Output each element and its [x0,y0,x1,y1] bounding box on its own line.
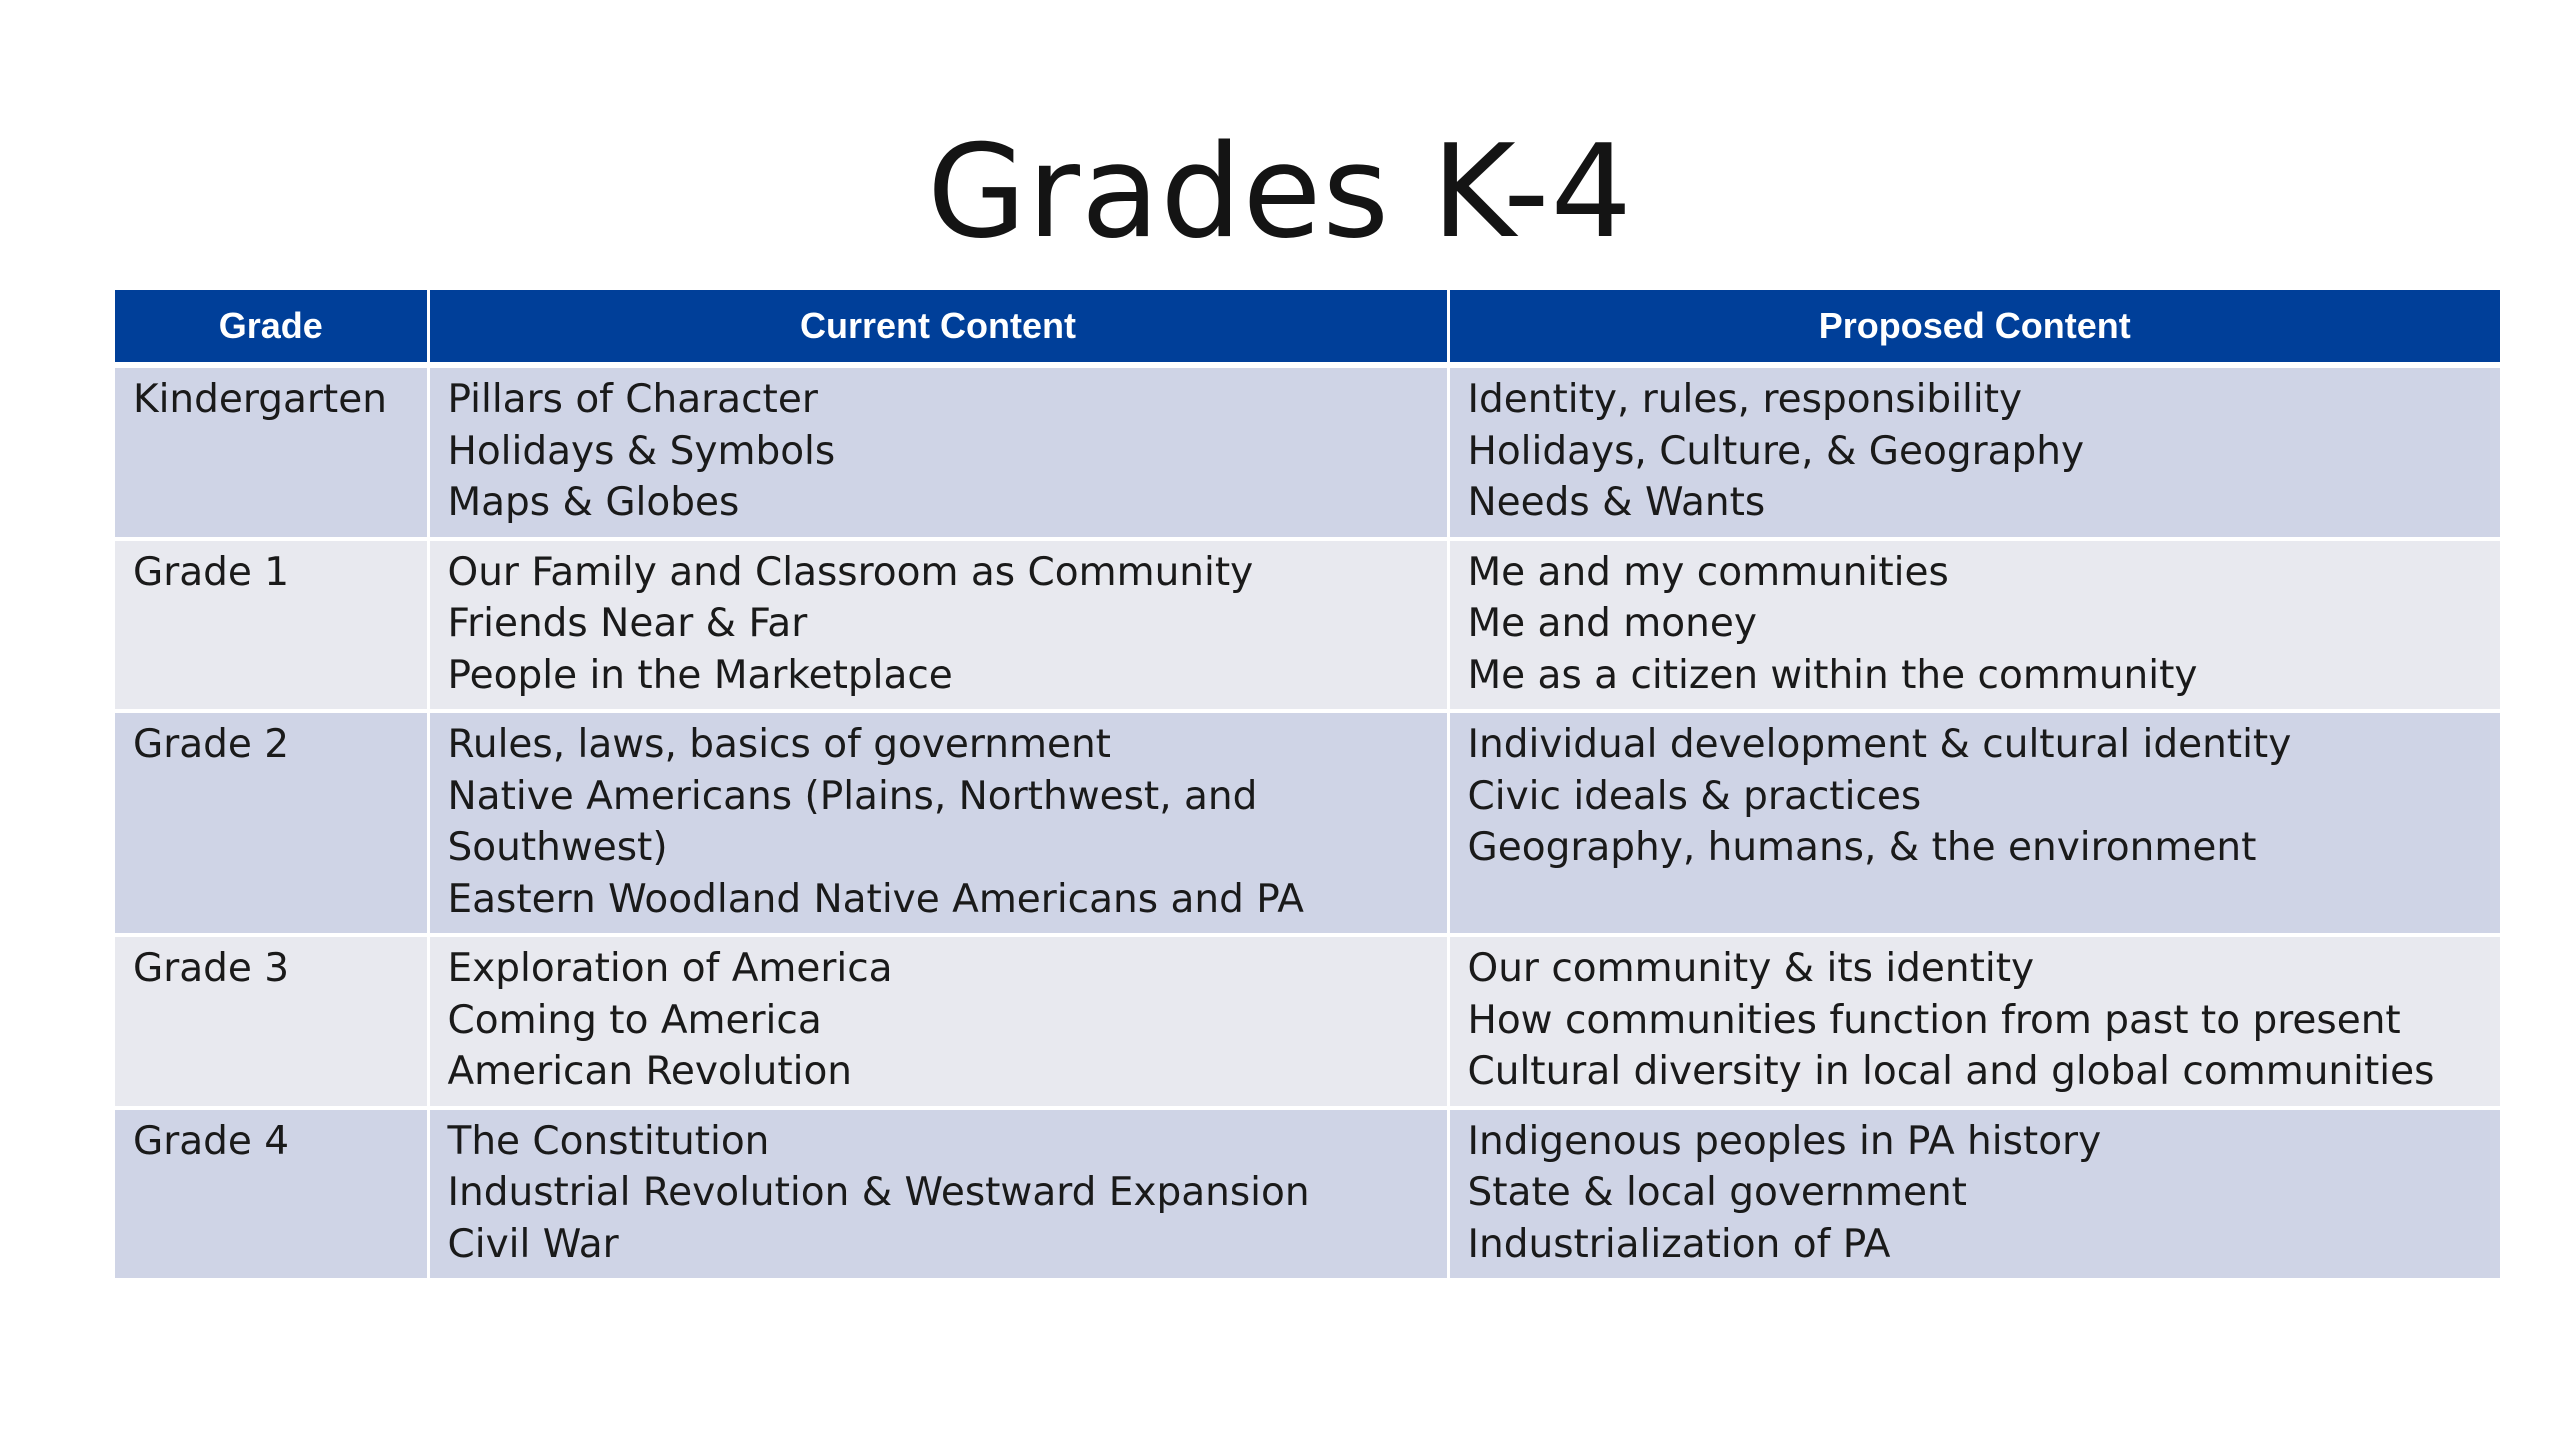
proposed-topic: Our community & its identity [1467,946,2035,991]
proposed-content-cell [1448,935,2500,1108]
current-topic: Friends Near & Far [447,601,808,646]
grade-label: Grade 1 [133,549,290,595]
proposed-topic: Me and money [1467,601,1757,646]
table-body [115,365,2500,1280]
proposed-topic: How communities function from past to present [1467,997,2401,1043]
table-row [115,539,2500,712]
proposed-content-cell [1448,539,2500,712]
curriculum-table-container [115,290,2500,1282]
current-topic: Maps & Globes [447,480,740,525]
current-topic: Exploration of America [447,946,893,991]
grade-label: Grade 3 [133,946,290,991]
proposed-topic: Industrialization of PA [1467,1221,1891,1267]
proposed-content-cell [1448,1108,2500,1281]
grade-label: Grade 2 [133,722,290,767]
proposed-topic: Holidays, Culture, & Geography [1467,428,2085,474]
current-content-cell [428,365,1448,539]
current-topic: Our Family and Classroom as Community [447,549,1254,595]
curriculum-table [115,290,2500,1282]
table-row [115,365,2500,539]
table-header [115,290,2500,365]
header-proposed-content: Proposed Content [1448,290,2500,365]
current-topic: Eastern Woodland Native Americans and PA [447,876,1304,922]
proposed-topic: Civic ideals & practices [1467,773,1922,819]
proposed-content-cell [1448,711,2500,935]
grade-label: Kindergarten [133,377,387,422]
current-topic: The Constitution [447,1118,770,1164]
proposed-topic: Needs & Wants [1467,480,1766,525]
proposed-topic: Identity, rules, responsibility [1467,377,2023,422]
current-content-cell [428,1108,1448,1281]
table-row [115,935,2500,1108]
grade-cell [115,1108,428,1281]
current-content-cell [428,539,1448,712]
grade-cell [115,539,428,712]
proposed-topic: Me as a citizen within the community [1467,652,2198,698]
proposed-topic: Individual development & cultural identity [1467,722,2292,767]
current-topic: Native Americans (Plains, Northwest, and Southwest) [447,773,1258,870]
header-grade: Grade [115,290,428,365]
proposed-content-cell [1448,365,2500,539]
proposed-topic: Cultural diversity in local and global communities [1467,1049,2435,1094]
current-topic: Holidays & Symbols [447,428,836,474]
proposed-topic: State & local government [1467,1170,1967,1215]
current-topic: Civil War [447,1221,619,1267]
grade-cell [115,711,428,935]
slide-title: Grades K-4 [927,118,1633,267]
current-topic: American Revolution [447,1049,853,1094]
current-content-cell [428,711,1448,935]
current-topic: Industrial Revolution & Westward Expansion [447,1170,1310,1215]
current-topic: People in the Marketplace [447,652,953,698]
grade-cell [115,935,428,1108]
grade-label: Grade 4 [133,1118,290,1164]
current-topic: Rules, laws, basics of government [447,722,1111,767]
proposed-topic: Indigenous peoples in PA history [1467,1118,2102,1164]
current-content-cell [428,935,1448,1108]
header-current-content: Current Content [428,290,1448,365]
table-row [115,1108,2500,1281]
current-topic: Pillars of Character [447,377,818,422]
current-topic: Coming to America [447,997,822,1043]
table-row [115,711,2500,935]
proposed-topic: Geography, humans, & the environment [1467,825,2257,870]
proposed-topic: Me and my communities [1467,549,1949,595]
grade-cell [115,365,428,539]
header-row [115,290,2500,365]
